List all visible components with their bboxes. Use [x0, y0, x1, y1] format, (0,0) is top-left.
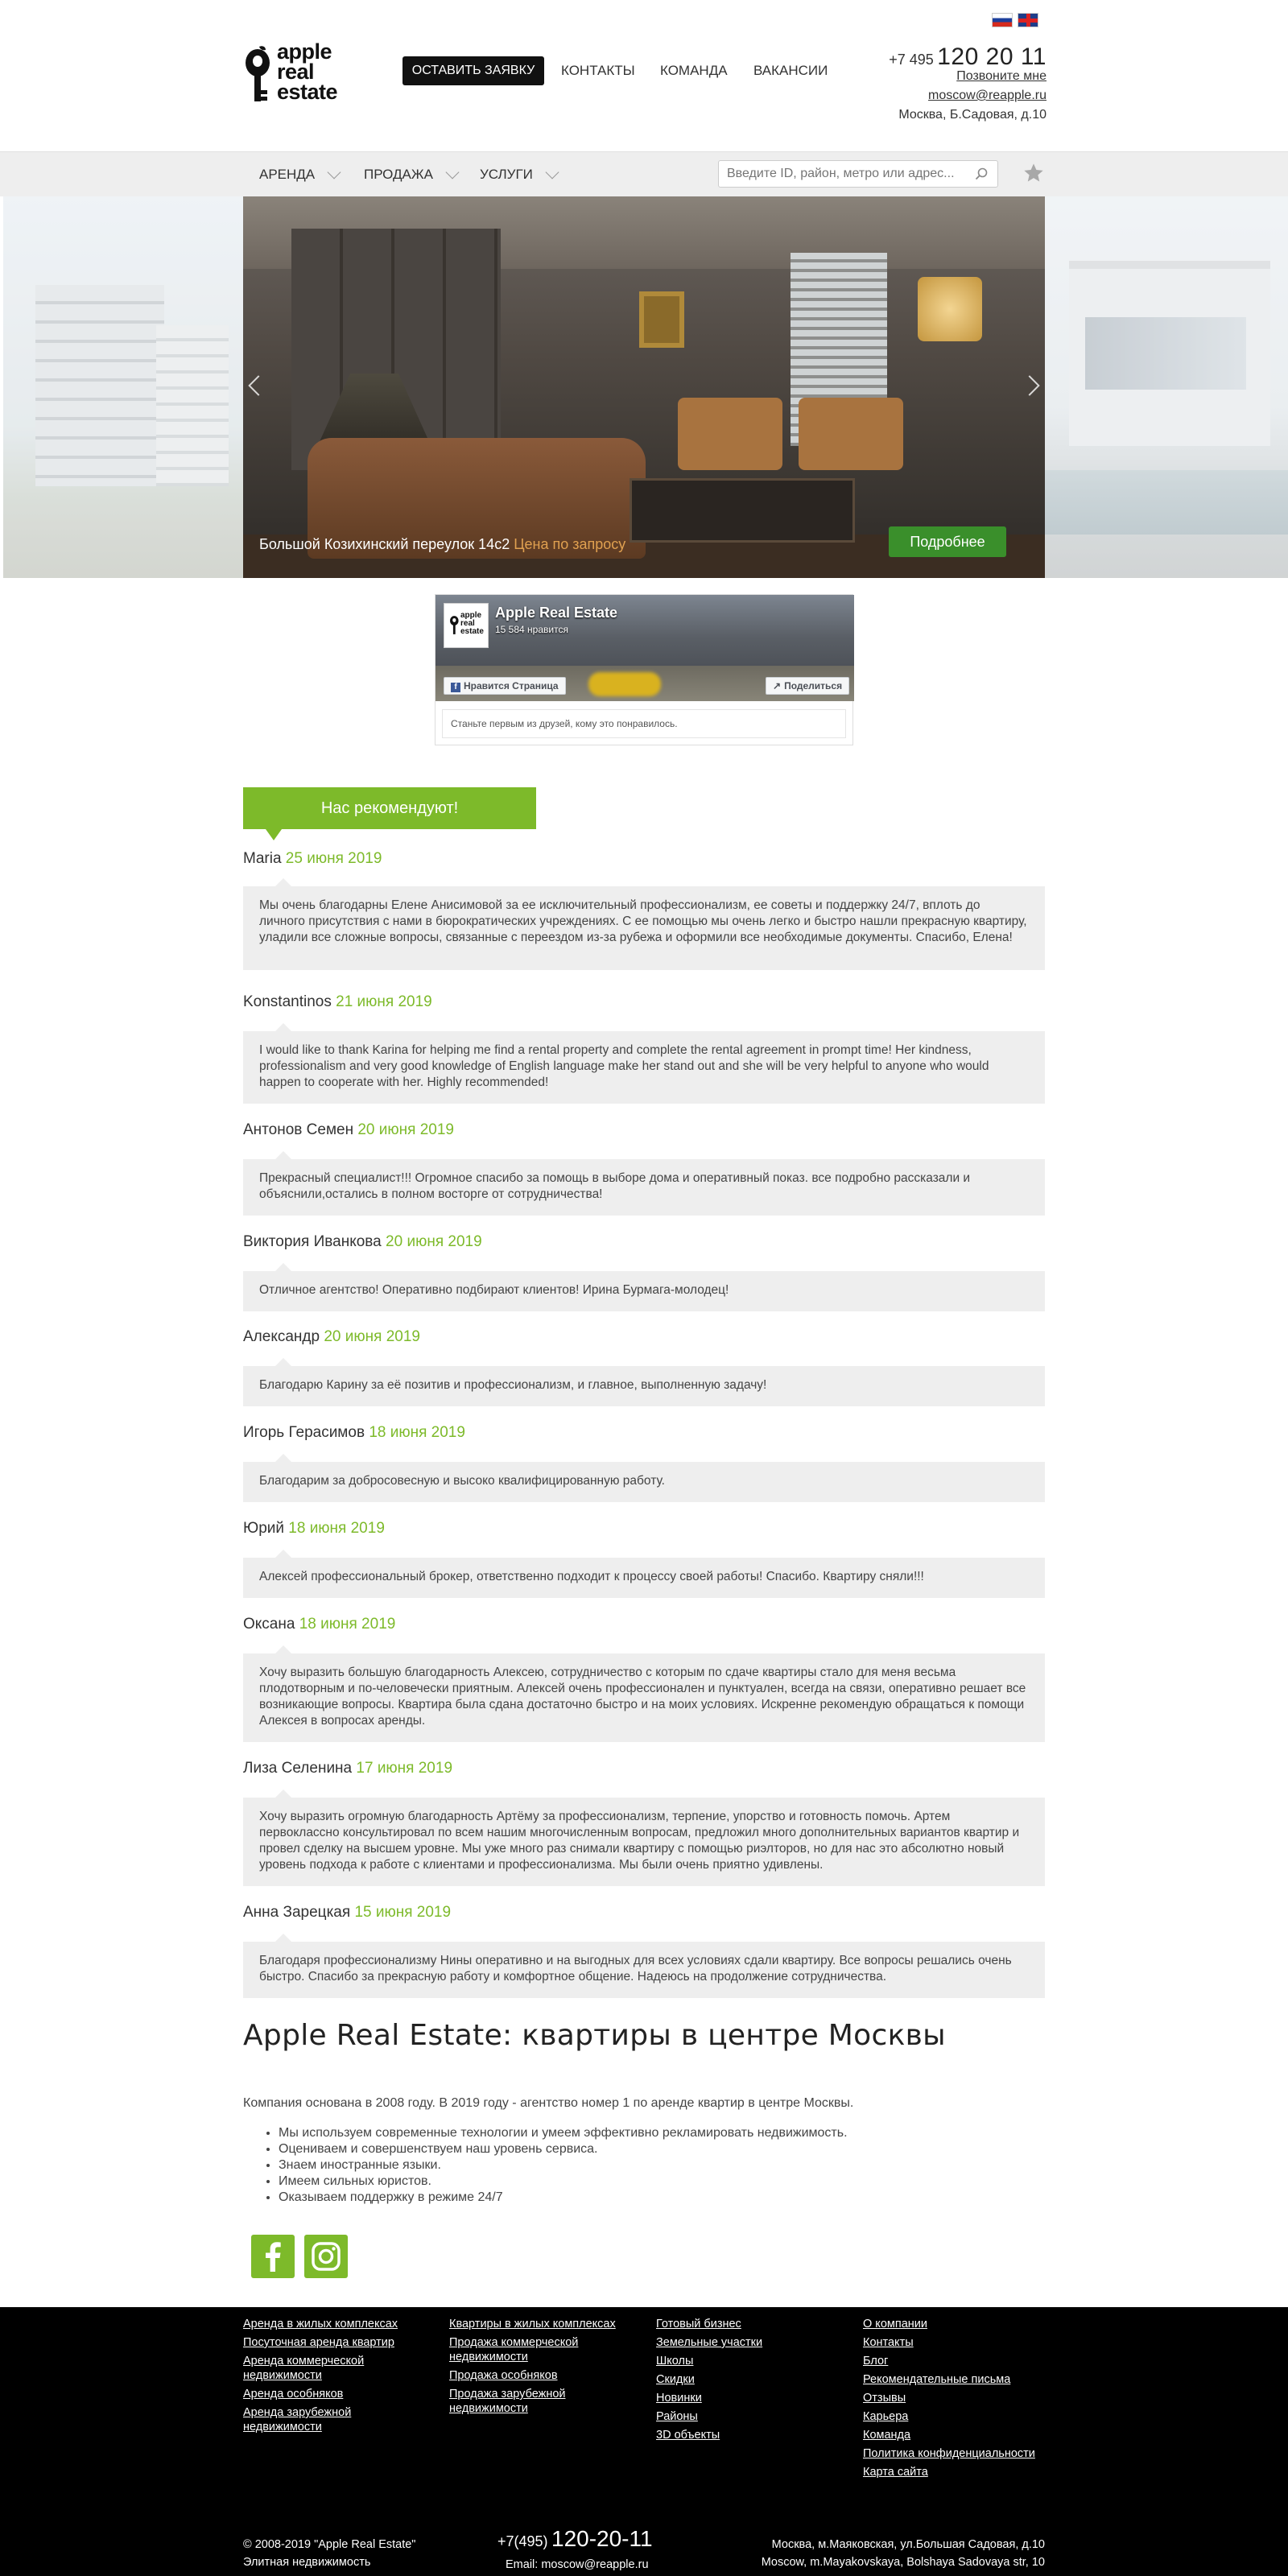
- review-header: [243, 1424, 1045, 1442]
- more-button[interactable]: Подробнее: [889, 526, 1006, 557]
- review-author: Виктория Иванкова: [243, 1233, 382, 1250]
- site-header: [0, 0, 1288, 151]
- footer-link[interactable]: Отзывы: [863, 2392, 906, 2405]
- facebook-like-label: Нравится Страница: [464, 680, 559, 691]
- footer-link[interactable]: Районы: [656, 2410, 698, 2423]
- footer-copyright: [243, 2536, 415, 2571]
- nav-team[interactable]: КОМАНДА: [660, 63, 728, 78]
- chevron-down-icon: [545, 166, 559, 180]
- next-slide-image[interactable]: [1045, 196, 1288, 578]
- share-icon: ↗: [773, 680, 782, 691]
- review-item: [243, 993, 1045, 1089]
- review-author: Юрий: [243, 1520, 284, 1537]
- facebook-icon: f: [451, 683, 460, 692]
- logo-wordmark: [277, 39, 338, 104]
- interior-lamp: [918, 277, 982, 341]
- review-text: Прекрасный специалист!!! Огромное спасибо за помощь в выборе дома и оперативный показ. все подробно рассказали и объяснили,остались в полном восторге от сотрудничества!: [243, 1159, 1045, 1216]
- nav-sale[interactable]: [364, 167, 457, 183]
- footer-link[interactable]: Рекомендательные письма: [863, 2373, 1011, 2386]
- footer-phone[interactable]: [497, 2526, 653, 2552]
- logo-word: apple: [460, 611, 482, 620]
- footer-phone-number: 120-20-11: [551, 2526, 653, 2551]
- search-icon[interactable]: [975, 167, 988, 180]
- nav-services[interactable]: [480, 167, 557, 183]
- footer-link[interactable]: 3D объекты: [656, 2429, 720, 2442]
- review-item: [243, 1424, 1045, 1488]
- footer-link[interactable]: Посуточная аренда квартир: [243, 2336, 394, 2349]
- callback-link[interactable]: Позвоните мне: [956, 69, 1046, 83]
- nav-services-label: УСЛУГИ: [480, 167, 533, 182]
- footer-link[interactable]: Аренда в жилых комплексах: [243, 2318, 398, 2330]
- review-header: [243, 1616, 1045, 1633]
- recommend-heading-tail: [266, 829, 282, 840]
- search-input[interactable]: [719, 161, 960, 187]
- review-text: Хочу выразить большую благодарность Алексею, сотрудничество с которым по сдаче квартиры стало для меня весьма плодотворным и по-человечески приятным. Алексей очень профессионален и пунктуален, всегда на связи, оперативно решает все возникающие вопросы. Квартира была сдана достаточно быстро и на моих условиях. Искренне рекомендую обращаться к помощи Алексея в вопросах аренды.: [243, 1653, 1045, 1742]
- chevron-down-icon: [328, 166, 341, 180]
- nav-sale-label: ПРОДАЖА: [364, 167, 433, 182]
- slide-overlay: [1045, 196, 1288, 578]
- property-slider: [0, 196, 1288, 578]
- facebook-share-label: Поделиться: [784, 680, 843, 691]
- apple-key-logo-icon: [243, 45, 275, 103]
- footer-link[interactable]: Аренда особняков: [243, 2388, 344, 2401]
- current-slide-image[interactable]: [243, 196, 1045, 578]
- review-header: [243, 1904, 1045, 1922]
- footer-link[interactable]: Скидки: [656, 2373, 695, 2386]
- footer-link[interactable]: Аренда коммерческой недвижимости: [243, 2355, 365, 2382]
- russian-flag-icon[interactable]: [992, 13, 1013, 27]
- about-intro: Компания основана в 2008 году. В 2019 году - агентство номер 1 по аренде квартир в центре Москвы.: [243, 2096, 854, 2110]
- review-item: [243, 1233, 1045, 1297]
- review-text: Благодарим за добросовесную и высоко квалифицированную работу.: [243, 1462, 1045, 1502]
- slide-caption[interactable]: [259, 536, 625, 553]
- footer-tagline: Элитная недвижимость: [243, 2556, 371, 2569]
- interior-armchair: [799, 398, 903, 470]
- footer-link[interactable]: Блог: [863, 2355, 889, 2368]
- logo-word: estate: [460, 627, 484, 636]
- main-navbar: [0, 151, 1288, 196]
- list-item: • Знаем иностранные языки.: [279, 2157, 848, 2174]
- review-date: 25 июня 2019: [285, 850, 382, 867]
- facebook-share-button[interactable]: [766, 677, 849, 695]
- footer-link[interactable]: Карта сайта: [863, 2466, 928, 2479]
- review-text: Алексей профессиональный брокер, ответственно подходит к процессу своей работы! Спасибо. Квартиру сняли!!!: [243, 1558, 1045, 1598]
- email-link[interactable]: moscow@reapple.ru: [928, 89, 1046, 102]
- site-logo[interactable]: [242, 34, 346, 106]
- footer-column-sale: [449, 2317, 634, 2420]
- review-text: Мы очень благодарны Елене Анисимовой за ее исключительный профессионализм, ее советы и поддержку 24/7, вплоть до личного присутствия с нами в бюрократических учреждениях. С ее помощью мы очень легко и быстро нашли прекрасную квартиру, уладили все сложные вопросы, связанные с переездом из-за рубежа и оформили все необходимые документы. Спасибо, Елена!: [243, 886, 1045, 970]
- phone-number: 120 20 11: [937, 43, 1046, 70]
- footer-link[interactable]: Продажа зарубежной недвижимости: [449, 2388, 566, 2415]
- facebook-page-avatar[interactable]: [444, 603, 489, 648]
- slide-price: Цена по запросу: [514, 536, 626, 552]
- nav-contacts[interactable]: КОНТАКТЫ: [561, 63, 635, 78]
- interior-armchair: [678, 398, 782, 470]
- footer-column-services: [656, 2317, 817, 2446]
- review-date: 20 июня 2019: [357, 1121, 454, 1138]
- review-text: Хочу выразить огромную благодарность Артёму за профессионализм, терпение, упорство и готовность помочь. Артем первоклассно консультировал по всем нашим многочисленным вопросам, предложил много дополнительных вариантов квартир и провел сделку на высшем уровне. Мы уже много раз снимали квартиру с помощью риэлторов, но для нас это абсолютно новый уровень подхода к работе с клиентами и профессионализма. Мы были очень приятно удивлены.: [243, 1798, 1045, 1886]
- review-author: Антонов Семен: [243, 1121, 354, 1138]
- nav-vacancies[interactable]: ВАКАНСИИ: [753, 63, 828, 78]
- footer-address: [762, 2536, 1045, 2571]
- instagram-icon[interactable]: [304, 2235, 348, 2278]
- review-header: [243, 1233, 1045, 1251]
- header-phone[interactable]: [889, 43, 1046, 71]
- review-author: Konstantinos: [243, 993, 332, 1010]
- footer-phone-code: +7(495): [497, 2533, 548, 2549]
- review-item: [243, 1760, 1045, 1872]
- review-text: I would like to thank Karina for helping me find a rental property and complete the rental agreement in prompt time! Her kindness, professionalism and very good knowledge of English language make her stand out and she will be very helpful to anyone who would happen to cooperate with her. Highly recommended!: [243, 1031, 1045, 1104]
- facebook-page-name[interactable]: Apple Real Estate: [495, 605, 618, 621]
- footer-link[interactable]: Политика конфиденциальности: [863, 2447, 1035, 2460]
- logo-word: real: [460, 619, 475, 628]
- footer-column-rent: [243, 2317, 412, 2438]
- footer-link[interactable]: Продажа коммерческой недвижимости: [449, 2336, 579, 2363]
- prev-slide-image[interactable]: [3, 196, 243, 578]
- list-item: • Мы используем современные технологии и умеем эффективно рекламировать недвижимость.: [279, 2125, 848, 2141]
- review-author: Лиза Селенина: [243, 1760, 353, 1777]
- review-header: [243, 1121, 1045, 1139]
- list-item: • Имеем сильных юристов.: [279, 2174, 848, 2190]
- facebook-likes-count: 15 584 нравится: [495, 624, 568, 635]
- footer-link[interactable]: Квартиры в жилых комплексах: [449, 2318, 616, 2330]
- footer-link[interactable]: О компании: [863, 2318, 927, 2330]
- review-item: [243, 1616, 1045, 1728]
- logo-word: real: [277, 60, 315, 84]
- review-text: Благодарю Карину за её позитив и профессионализм, и главное, выполненную задачу!: [243, 1366, 1045, 1406]
- review-text: Отличное агентство! Оперативно подбирают клиентов! Ирина Бурмага-молодец!: [243, 1271, 1045, 1311]
- list-item: • Оцениваем и совершенствуем наш уровень сервиса.: [279, 2141, 848, 2157]
- review-header: [243, 993, 1045, 1011]
- slide-overlay: [3, 196, 243, 578]
- english-flag-icon[interactable]: [1018, 13, 1038, 27]
- review-date: 17 июня 2019: [356, 1760, 453, 1777]
- footer-address-en: Moscow, m.Mayakovskaya, Bolshaya Sadovaya str, 10: [761, 2556, 1045, 2569]
- review-item: [243, 1121, 1045, 1201]
- slide-address: Большой Козихинский переулок 14с2: [259, 536, 510, 552]
- review-date: 20 июня 2019: [324, 1328, 420, 1345]
- footer-link[interactable]: Готовый бизнес: [656, 2318, 741, 2330]
- search-box: [718, 160, 998, 188]
- footer-email[interactable]: Email: moscow@reapple.ru: [506, 2558, 649, 2571]
- nav-rent[interactable]: [259, 167, 339, 183]
- language-switcher: [992, 13, 1038, 27]
- review-header: [243, 1520, 1045, 1538]
- facebook-friends-text: Станьте первым из друзей, кому это понравилось.: [442, 709, 846, 738]
- review-header: [243, 850, 1045, 868]
- footer-link[interactable]: Контакты: [863, 2336, 914, 2349]
- interior-table: [630, 478, 855, 543]
- footer-link[interactable]: Новинки: [656, 2392, 702, 2405]
- review-item: [243, 1904, 1045, 1984]
- interior-painting: [639, 291, 684, 348]
- apple-key-logo-icon: [449, 610, 460, 639]
- request-button[interactable]: ОСТАВИТЬ ЗАЯВКУ: [402, 56, 544, 85]
- facebook-icon[interactable]: [251, 2235, 295, 2278]
- footer-address-ru: Москва, м.Маяковская, ул.Большая Садовая, д.10: [771, 2538, 1045, 2551]
- review-author: Maria: [243, 850, 282, 867]
- review-date: 21 июня 2019: [336, 993, 432, 1010]
- site-footer: [0, 2307, 1288, 2576]
- phone-code: +7 495: [889, 52, 934, 68]
- footer-column-company: [863, 2317, 1048, 2483]
- logo-word: apple: [277, 39, 332, 64]
- list-item: • Оказываем поддержку в режиме 24/7: [279, 2190, 848, 2206]
- review-item: [243, 1328, 1045, 1392]
- footer-link[interactable]: Аренда зарубежной недвижимости: [243, 2406, 352, 2434]
- favorites-star-icon[interactable]: [1022, 162, 1045, 184]
- review-author: Анна Зарецкая: [243, 1904, 351, 1921]
- review-date: 15 июня 2019: [354, 1904, 452, 1921]
- chevron-down-icon: [445, 166, 459, 180]
- review-text: Благодаря профессионализму Нины оперативно и на выгодных для всех условиях сдали квартиру. Все вопросы решались очень быстро. Спасибо за прекрасную работу и комфортное общение. Надеюсь на продолжение сотрудничества.: [243, 1942, 1045, 1998]
- review-author: Александр: [243, 1328, 320, 1345]
- copyright-text: © 2008-2019 "Apple Real Estate": [243, 2538, 416, 2551]
- footer-link[interactable]: Земельные участки: [656, 2336, 763, 2349]
- footer-link[interactable]: Школы: [656, 2355, 694, 2368]
- about-title: Apple Real Estate: квартиры в центре Москвы: [243, 2019, 946, 2052]
- cover-taxi: [588, 672, 661, 696]
- review-author: Оксана: [243, 1616, 295, 1633]
- review-date: 18 июня 2019: [288, 1520, 385, 1537]
- footer-link[interactable]: Продажа особняков: [449, 2369, 558, 2382]
- recommend-heading: Нас рекомендуют!: [243, 787, 536, 829]
- footer-link[interactable]: Карьера: [863, 2410, 909, 2423]
- about-list: [279, 2125, 848, 2206]
- review-author: Игорь Герасимов: [243, 1424, 365, 1441]
- review-header: [243, 1328, 1045, 1346]
- facebook-like-button[interactable]: [444, 677, 566, 695]
- review-date: 18 июня 2019: [369, 1424, 465, 1441]
- review-header: [243, 1760, 1045, 1777]
- logo-word: estate: [277, 80, 338, 104]
- header-address: Москва, Б.Садовая, д.10: [898, 108, 1046, 122]
- nav-rent-label: АРЕНДА: [259, 167, 316, 182]
- review-date: 18 июня 2019: [299, 1616, 396, 1633]
- review-item: [243, 850, 1045, 944]
- footer-link[interactable]: Команда: [863, 2429, 911, 2442]
- review-date: 20 июня 2019: [386, 1233, 482, 1250]
- avatar-wordmark: [460, 612, 485, 636]
- facebook-page-widget: [435, 594, 853, 745]
- review-item: [243, 1520, 1045, 1583]
